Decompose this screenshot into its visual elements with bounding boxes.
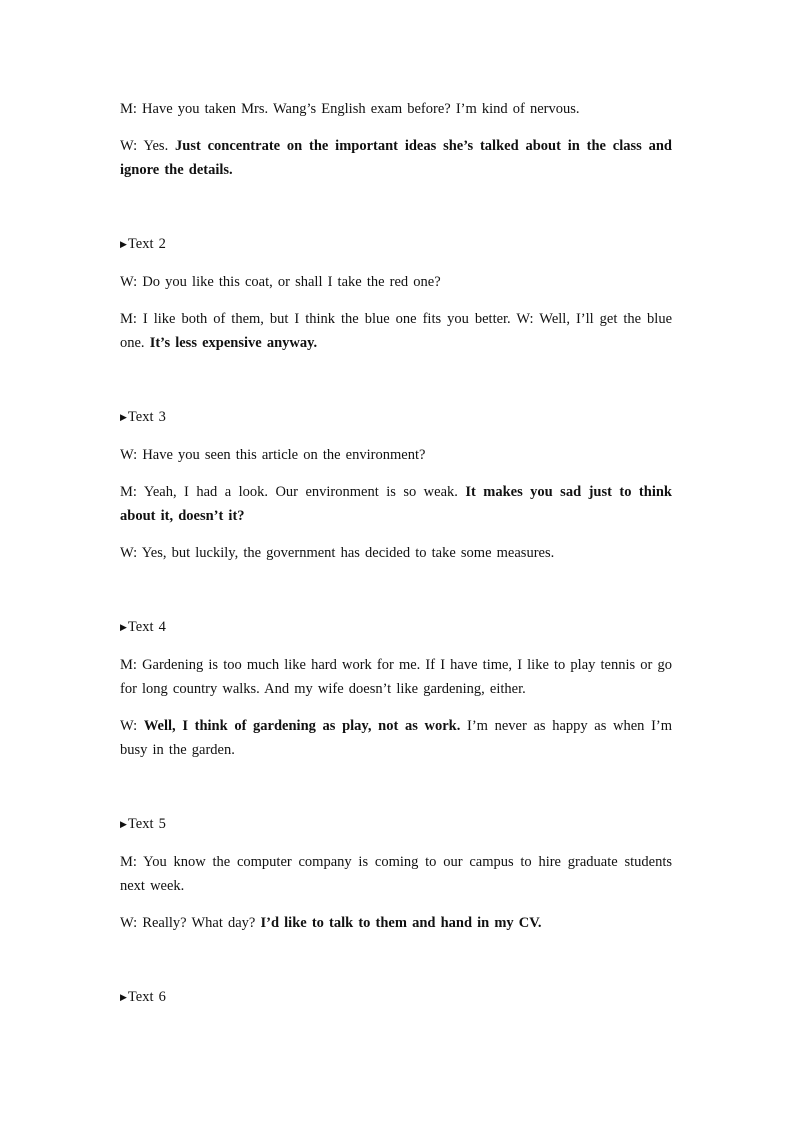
speaker-label: W:: [120, 915, 143, 931]
dialogue-line-text4-1: [120, 653, 672, 701]
speaker-label: M:: [120, 657, 143, 673]
speaker-label: W:: [120, 545, 142, 561]
dialogue-line-text2-2: [120, 307, 672, 355]
dialogue-text: I like both of them, but I think the blue one fits you better. W: Well, I’ll get the blue one.: [120, 311, 673, 351]
section-heading-text4: ▶Text 4: [120, 619, 166, 635]
dialogue-text: Have you seen this article on the environment?: [142, 447, 426, 463]
dialogue-line-text3-2: [120, 480, 672, 528]
dialogue-line-text4-2: [120, 714, 672, 762]
dialogue-line-text1-2: [120, 134, 672, 182]
section-heading-text2: ▶Text 2: [120, 236, 166, 252]
speaker-label: W:: [120, 138, 144, 154]
triangle-right-icon: ▶: [120, 992, 127, 1002]
speaker-label: M:: [120, 854, 144, 870]
dialogue-text: Really? What day?: [142, 915, 261, 931]
dialogue-text: Yes, but luckily, the government has decided to take some measures.: [141, 545, 555, 561]
dialogue-line-text3-1: [120, 443, 672, 467]
dialogue-text: Gardening is too much like hard work for me. If I have time, I like to play tennis or go for long country walks. And my wife doesn’t like gardening, either.: [120, 657, 673, 697]
triangle-right-icon: ▶: [120, 819, 127, 829]
speaker-label: W:: [120, 274, 143, 290]
section-heading-text3: ▶Text 3: [120, 409, 166, 425]
speaker-label: M:: [120, 484, 144, 500]
dialogue-line-text5-1: [120, 850, 672, 898]
dialogue-line-text5-2: [120, 911, 672, 935]
bold-answer-text: Well, I think of gardening as play, not as work.: [143, 718, 461, 734]
speaker-label: W:: [120, 447, 143, 463]
triangle-right-icon: ▶: [120, 239, 127, 249]
section-heading-text6: ▶Text 6: [120, 989, 166, 1005]
dialogue-text: Have you taken Mrs. Wang’s English exam before? I’m kind of nervous.: [142, 101, 580, 117]
dialogue-text: You know the computer company is coming to our campus to hire graduate students next week.: [120, 854, 672, 894]
dialogue-text: I’m never as happy as when I’m busy in the garden.: [120, 718, 673, 758]
bold-answer-text: It makes you sad just to think about it, doesn’t it?: [120, 484, 672, 524]
section-heading-text5: ▶Text 5: [120, 816, 166, 832]
dialogue-line-text2-1: [120, 270, 672, 294]
triangle-right-icon: ▶: [120, 412, 127, 422]
triangle-right-icon: ▶: [120, 622, 127, 632]
dialogue-line-text1-1: [120, 97, 672, 121]
dialogue-text: Yeah, I had a look. Our environment is so weak.: [143, 484, 466, 500]
speaker-label: M:: [120, 311, 143, 327]
speaker-label: M:: [120, 101, 143, 117]
dialogue-text: Yes.: [143, 138, 176, 154]
bold-answer-text: It’s less expensive anyway.: [149, 335, 318, 351]
dialogue-line-text3-3: [120, 541, 672, 565]
dialogue-text: Do you like this coat, or shall I take the red one?: [142, 274, 441, 290]
speaker-label: W:: [120, 718, 144, 734]
bold-answer-text: I’d like to talk to them and hand in my CV.: [260, 915, 542, 931]
bold-answer-text: Just concentrate on the important ideas she’s talked about in the class and ignore the details.: [120, 138, 672, 178]
